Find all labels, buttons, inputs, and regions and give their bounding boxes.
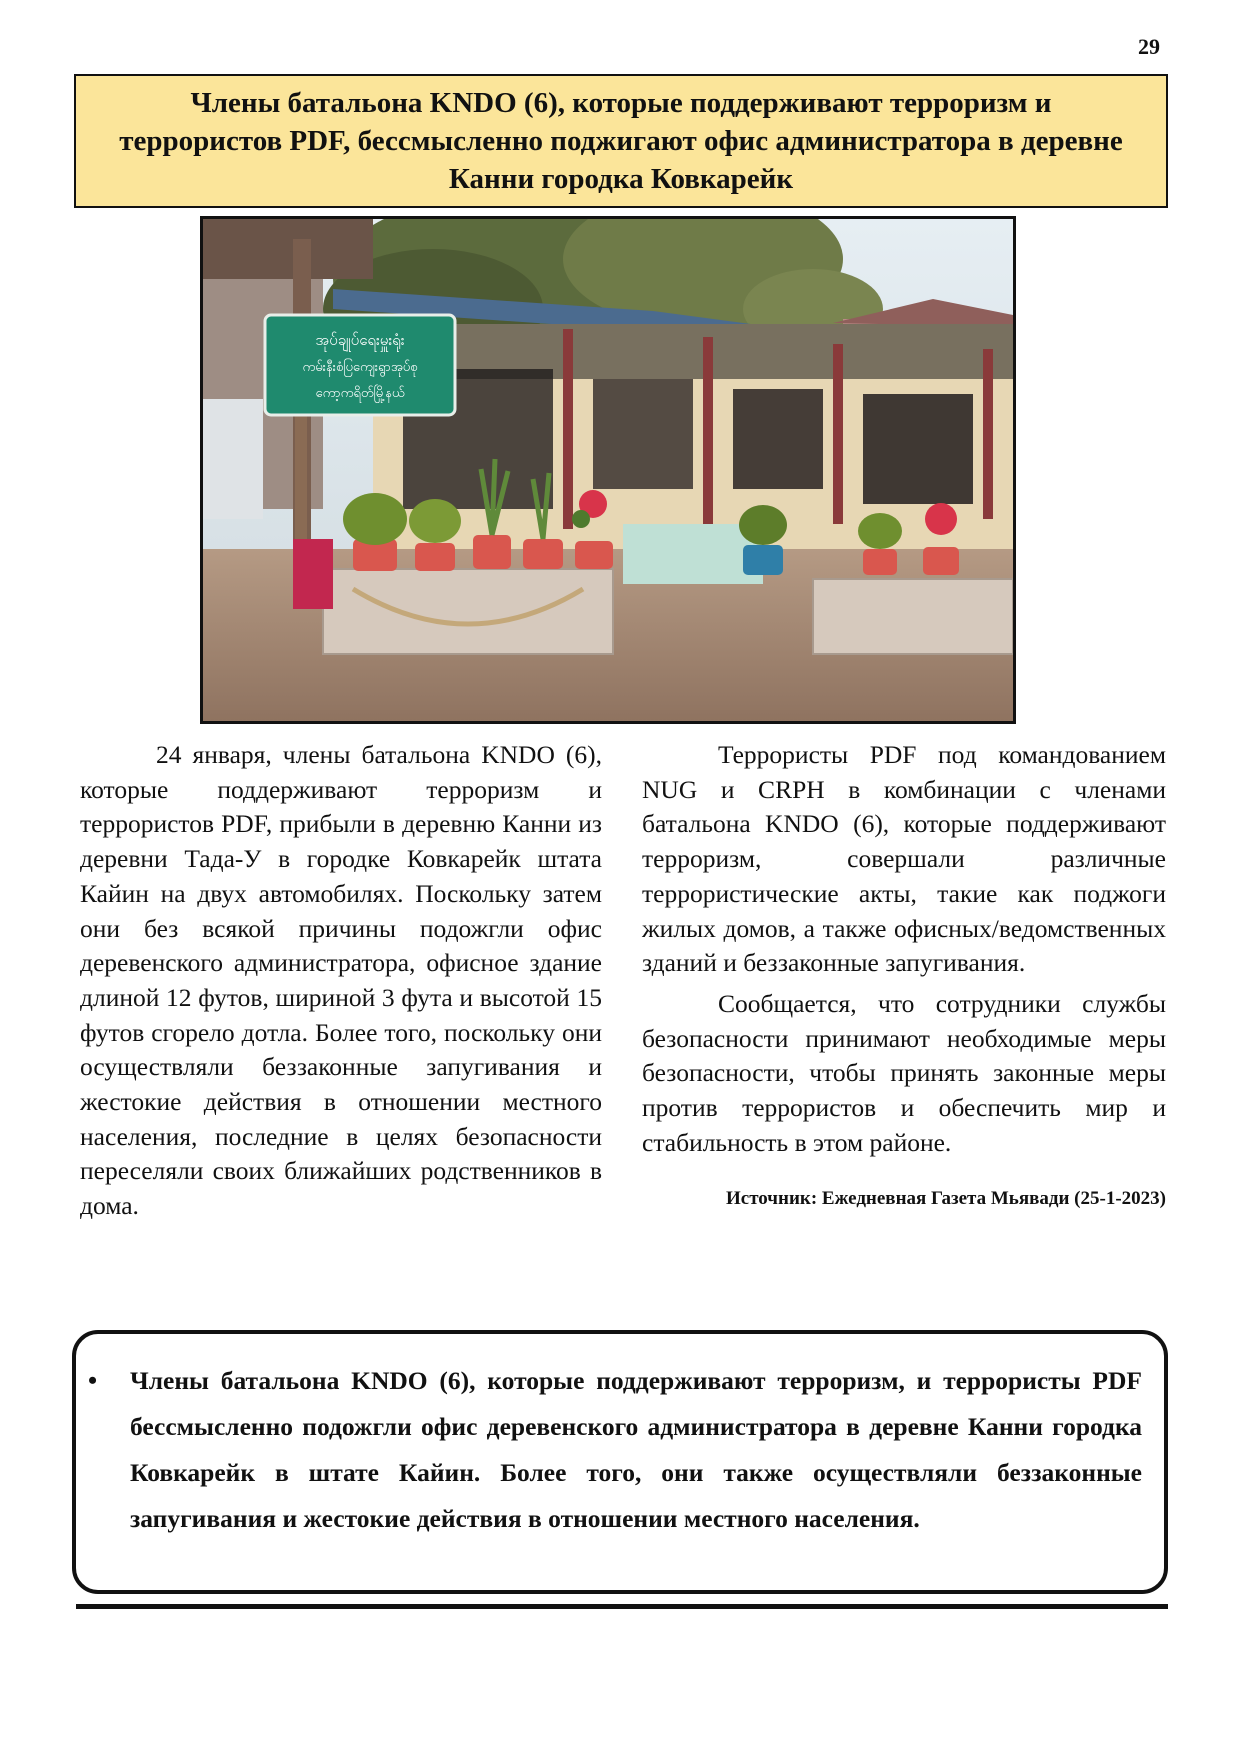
summary-list — [88, 1358, 1142, 1542]
article-left-column — [80, 738, 602, 1230]
sign-line-2: ကမ်းနီးစံပြကျေးရွာအုပ်စု — [302, 360, 418, 375]
bullet-icon: • — [88, 1366, 98, 1395]
left-paragraph: 24 января, члены батальона KNDO (6), которые поддерживают терроризм и террористов PDF, прибыли в деревню Канни из деревни Тада-У в городке Ковкарейк штата Кайин на двух автомобилях. Поскольку затем они без всякой причины подожгли офис деревенского администратора, офисное здание длиной 12 футов, шириной 3 фута и высотой 15 футов сгорело дотла. Более того, поскольку они осуществляли беззаконные запугивания и жестокие действия в отношении местного населения, последние в целях безопасности переселяли своих ближайших родственников в дома. — [80, 740, 602, 1221]
summary-text: Члены батальона KNDO (6), которые поддерживают терроризм, и террористы PDF бессмысленно подожгли офис деревенского администратора в деревне Канни городка Ковкарейк в штате Кайин. Более того, они также осуществляли беззаконные запугивания и жестокие действия в отношении местного населения. — [130, 1366, 1142, 1533]
title-box — [74, 74, 1168, 208]
right-paragraph-1: Террористы PDF под командованием NUG и CRPH в комбинации с членами батальона KNDO (6), которые поддерживают терроризм, совершали различные террористические акты, такие как поджоги жилых домов, а также офисных/ведомственных зданий и беззаконные запугивания. — [642, 740, 1166, 978]
source-citation: Источник: Ежедневная Газета Мьявади (25-1-2023) — [726, 1188, 1166, 1210]
summary-box — [72, 1330, 1168, 1594]
sign-line-1: အုပ်ချုပ်ရေးမှူးရုံး — [315, 331, 405, 349]
sign-line-3: ကော့ကရိတ်မြို့နယ် — [315, 386, 405, 401]
news-photo — [200, 216, 1016, 724]
right-paragraph-2: Сообщается, что сотрудники службы безопасности принимают необходимые меры безопасности, чтобы принять законные меры против террористов и обеспечить мир и стабильность в этом районе. — [642, 988, 1166, 1157]
page-number: 29 — [1138, 34, 1160, 59]
article-right-column — [642, 738, 1166, 1223]
summary-item — [88, 1358, 1142, 1542]
bottom-divider — [76, 1604, 1168, 1609]
page-title: Члены батальона KNDO (6), которые поддерживают терроризм и террористов PDF, бессмысленно поджигают офис администратора в деревне Канни городка Ковкарейк — [119, 87, 1123, 195]
